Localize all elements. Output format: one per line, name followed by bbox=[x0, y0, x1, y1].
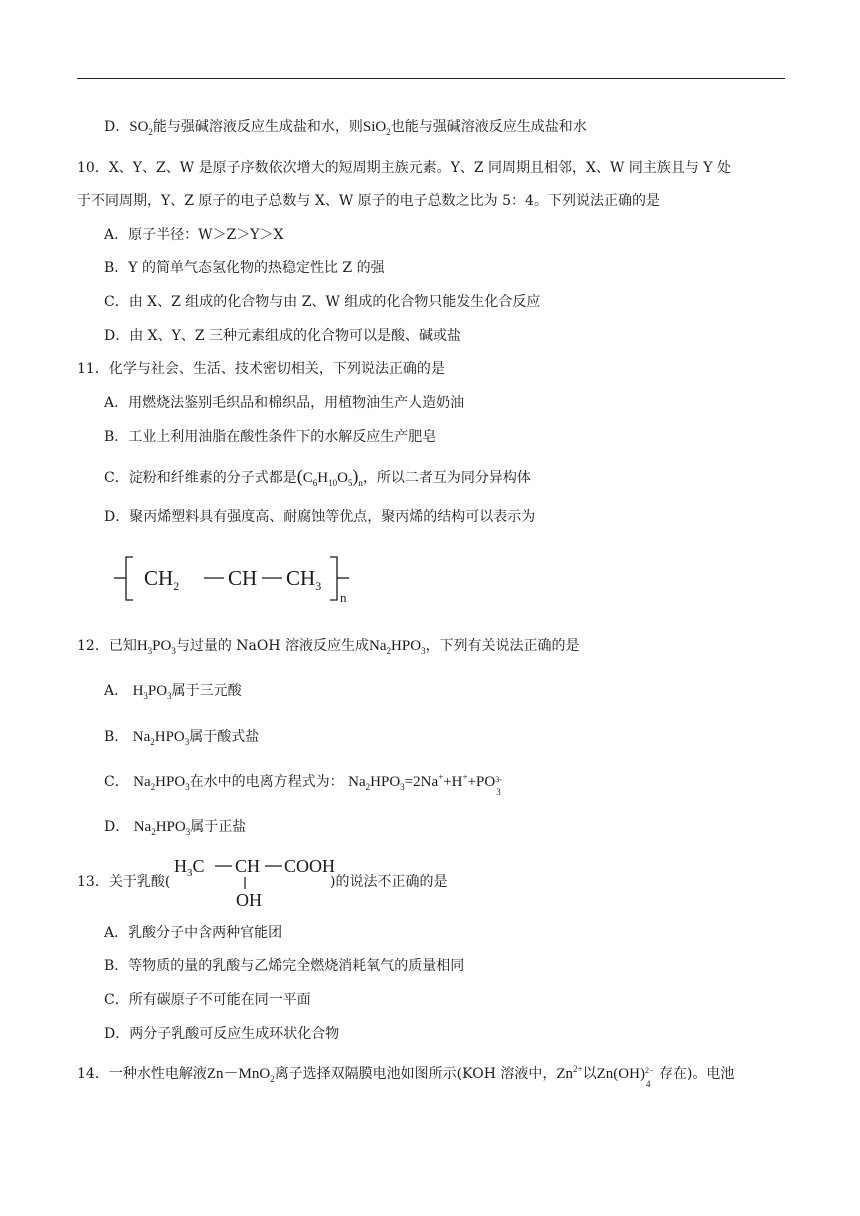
q12-option-c: C． $Na_2HPO_3$在水中的电离方程式为： $Na_2HPO_3=2Na^++H^++PO$ 3- 3 bbox=[104, 772, 507, 792]
q10-stem-line2: 于不同周期，Y、Z 原子的电子总数与 X、W 原子的电子总数之比为 5：4。下列说法正确的是 bbox=[77, 193, 660, 209]
polymer-ch-label: CH bbox=[228, 566, 258, 590]
q13-stem-start: 13．关于乳酸( bbox=[77, 874, 171, 890]
q9-option-d: D．$SO_2$能与强碱溶液反应生成盐和水，则SiO$_2$也能与强碱溶液反应生成盐和水 bbox=[104, 119, 587, 137]
q12-stem: 12．已知$H_3PO_3$与过量的 NaOH 溶液反应生成$Na_2HPO_3$，下列有关说法正确的是 bbox=[77, 638, 580, 656]
q11-option-b: B．工业上利用油脂在酸性条件下的水解反应生产肥皂 bbox=[104, 429, 437, 445]
q10-stem-line1: 10．X、Y、Z、W 是原子序数依次增大的短周期主族元素。Y、Z 同周期且相邻，X、W 同主族且与 Y 处 bbox=[77, 160, 731, 176]
q14-stem: 14．一种水性电解液Zn－MnO$_2$离子选择双隔膜电池如图所示(KOH 溶液中，$Zn^{2+}$以Zn(OH) 2− 4 存在)。电池 bbox=[77, 1064, 735, 1089]
lactic-acid-structure bbox=[172, 854, 338, 910]
q11-option-d: D．聚丙烯塑料具有强度高、耐腐蚀等优点，聚丙烯的结构可以表示为 bbox=[104, 509, 536, 525]
lactic-h3c-label: $H_3C$ bbox=[174, 856, 205, 879]
q12-option-a: A． $H_3PO_3$属于三元酸 bbox=[104, 683, 242, 701]
q13-option-d: D．两分子乳酸可反应生成环状化合物 bbox=[104, 1026, 340, 1042]
q10-option-c: C．由 X、Z 组成的化合物与由 Z、W 组成的化合物只能发生化合反应 bbox=[104, 294, 541, 310]
q10-option-d: D．由 X、Y、Z 三种元素组成的化合物可以是酸、碱或盐 bbox=[104, 328, 462, 344]
formula-sio2: SiO$_2$ bbox=[362, 119, 391, 137]
q11-stem: 11．化学与社会、生活、技术密切相关，下列说法正确的是 bbox=[77, 361, 445, 377]
q11-option-c: C．淀粉和纤维素的分子式都是$(C_6H_{10}O_5)_n$，所以二者互为同分异构体 bbox=[104, 466, 531, 488]
formula-so2: $SO_2$ bbox=[129, 119, 153, 137]
q12-option-d: D． $Na_2HPO_3$属于正盐 bbox=[104, 819, 247, 837]
q13-option-c: C．所有碳原子不可能在同一平面 bbox=[104, 992, 311, 1008]
header-rule bbox=[77, 78, 785, 79]
ionization-equation: $Na_2HPO_3=2Na^++H^++PO$ 3- 3 bbox=[348, 772, 502, 797]
q13-option-b: B．等物质的量的乳酸与乙烯完全燃烧消耗氧气的质量相同 bbox=[104, 958, 465, 974]
formula-zn-mno2: Zn－MnO$_2$ bbox=[206, 1066, 275, 1084]
q10-option-a: A．原子半径：W＞Z＞Y＞X bbox=[104, 227, 284, 243]
q13-stem-end: )的说法不正确的是 bbox=[330, 874, 448, 890]
formula-h3po3: $H_3PO_3$ bbox=[136, 638, 176, 656]
lactic-oh-label: OH bbox=[236, 890, 262, 910]
ion-zn2plus: $Zn^{2+}$ bbox=[556, 1064, 583, 1082]
q13-option-a: A．乳酸分子中含两种官能团 bbox=[104, 925, 283, 941]
polypropylene-structure bbox=[112, 552, 372, 604]
polymer-n-label: n bbox=[340, 590, 347, 604]
formula-na2hpo3: $Na_2HPO_3$ bbox=[369, 638, 426, 656]
polymer-ch3-label: $CH_3$ bbox=[286, 566, 322, 593]
q10-option-b: B．Y 的简单气态氢化物的热稳定性比 Z 的强 bbox=[104, 260, 385, 276]
lactic-ch-label: CH bbox=[235, 856, 261, 876]
q12-option-b: B． $Na_2HPO_3$属于酸式盐 bbox=[104, 729, 260, 747]
q11-option-a: A．用燃烧法鉴别毛织品和棉织品，用植物油生产人造奶油 bbox=[104, 395, 465, 411]
polymer-ch2-label: $CH_2$ bbox=[144, 566, 180, 593]
formula-c6h10o5n: $(C_6H_{10}O_5)_n$ bbox=[296, 466, 363, 488]
lactic-cooh-label: COOH bbox=[284, 856, 336, 876]
ion-zn-oh4: Zn(OH) 2− 4 bbox=[596, 1065, 654, 1089]
